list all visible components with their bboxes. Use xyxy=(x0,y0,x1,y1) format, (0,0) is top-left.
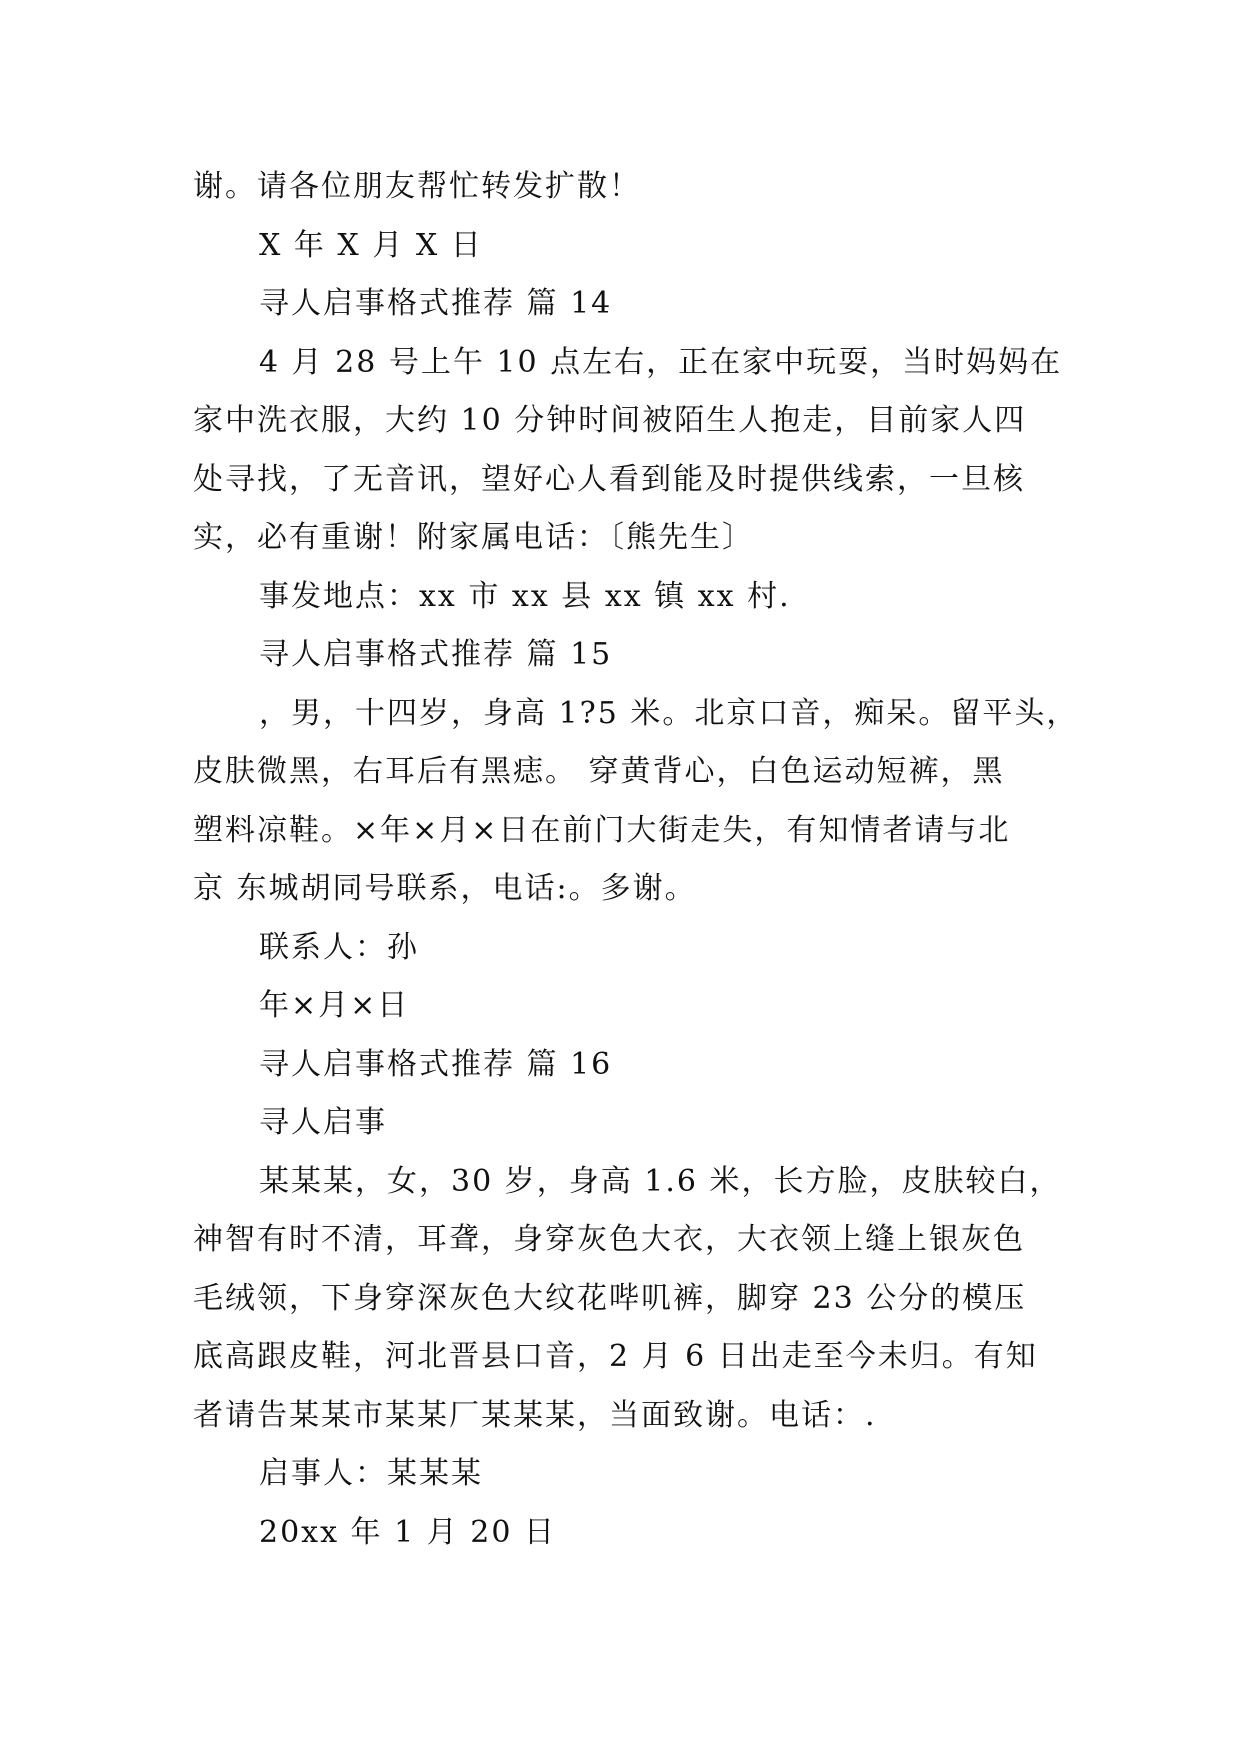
text-line-13: 京 东城胡同号联系，电话:。多谢。 xyxy=(193,871,697,906)
text-line-4: 4 月 28 号上午 10 点左右，正在家中玩耍，当时妈妈在 xyxy=(259,344,1063,380)
text-line-23: 启事人：某某某 xyxy=(259,1456,483,1491)
text-line-22: 者请告某某市某某厂某某某，当面致谢。电话：. xyxy=(193,1397,877,1433)
text-line-21: 底高跟皮鞋，河北晋县口音，2 月 6 日出走至今未归。有知 xyxy=(193,1339,1038,1374)
section-heading-14: 寻人启事格式推荐 篇 14 xyxy=(259,286,613,321)
text-line-10: ，男，十四岁，身高 1?5 米。北京口音，痴呆。留平头， xyxy=(259,695,1079,731)
text-line-12: 塑料凉鞋。×年×月×日在前门大街走失，有知情者请与北 xyxy=(193,812,1011,848)
document-text xyxy=(193,158,1079,1562)
section-heading-16: 寻人启事格式推荐 篇 16 xyxy=(259,1046,613,1082)
text-line-18: 某某某，女，30 岁，身高 1.6 米，长方脸，皮肤较白， xyxy=(259,1163,1062,1199)
text-line-14: 联系人：孙 xyxy=(259,929,419,965)
text-line-8: 事发地点：xx 市 xx 县 xx 镇 xx 村. xyxy=(259,578,791,614)
text-line-1: 谢。请各位朋友帮忙转发扩散！ xyxy=(193,169,641,204)
text-line-20: 毛绒领，下身穿深灰色大纹花哔叽裤，脚穿 23 公分的模压 xyxy=(193,1280,1027,1316)
text-line-15: 年×月×日 xyxy=(259,988,410,1023)
text-line-7: 实，必有重谢！附家属电话：〔熊先生〕 xyxy=(193,520,754,555)
text-line-19: 神智有时不清，耳聋，身穿灰色大衣，大衣领上缝上银灰色 xyxy=(193,1222,1025,1257)
notice-title: 寻人启事 xyxy=(259,1105,387,1140)
text-line-6: 处寻找，了无音讯，望好心人看到能及时提供线索，一旦核 xyxy=(193,461,1025,497)
text-line-24: 20xx 年 1 月 20 日 xyxy=(259,1514,556,1550)
text-line-2: X 年 X 月 X 日 xyxy=(259,227,483,263)
text-line-5: 家中洗衣服，大约 10 分钟时间被陌生人抱走，目前家人四 xyxy=(193,403,1027,438)
text-line-11: 皮肤微黑，右耳后有黑痣。 穿黄背心，白色运动短裤，黑 xyxy=(193,754,1005,789)
section-heading-15: 寻人启事格式推荐 篇 15 xyxy=(259,637,613,672)
